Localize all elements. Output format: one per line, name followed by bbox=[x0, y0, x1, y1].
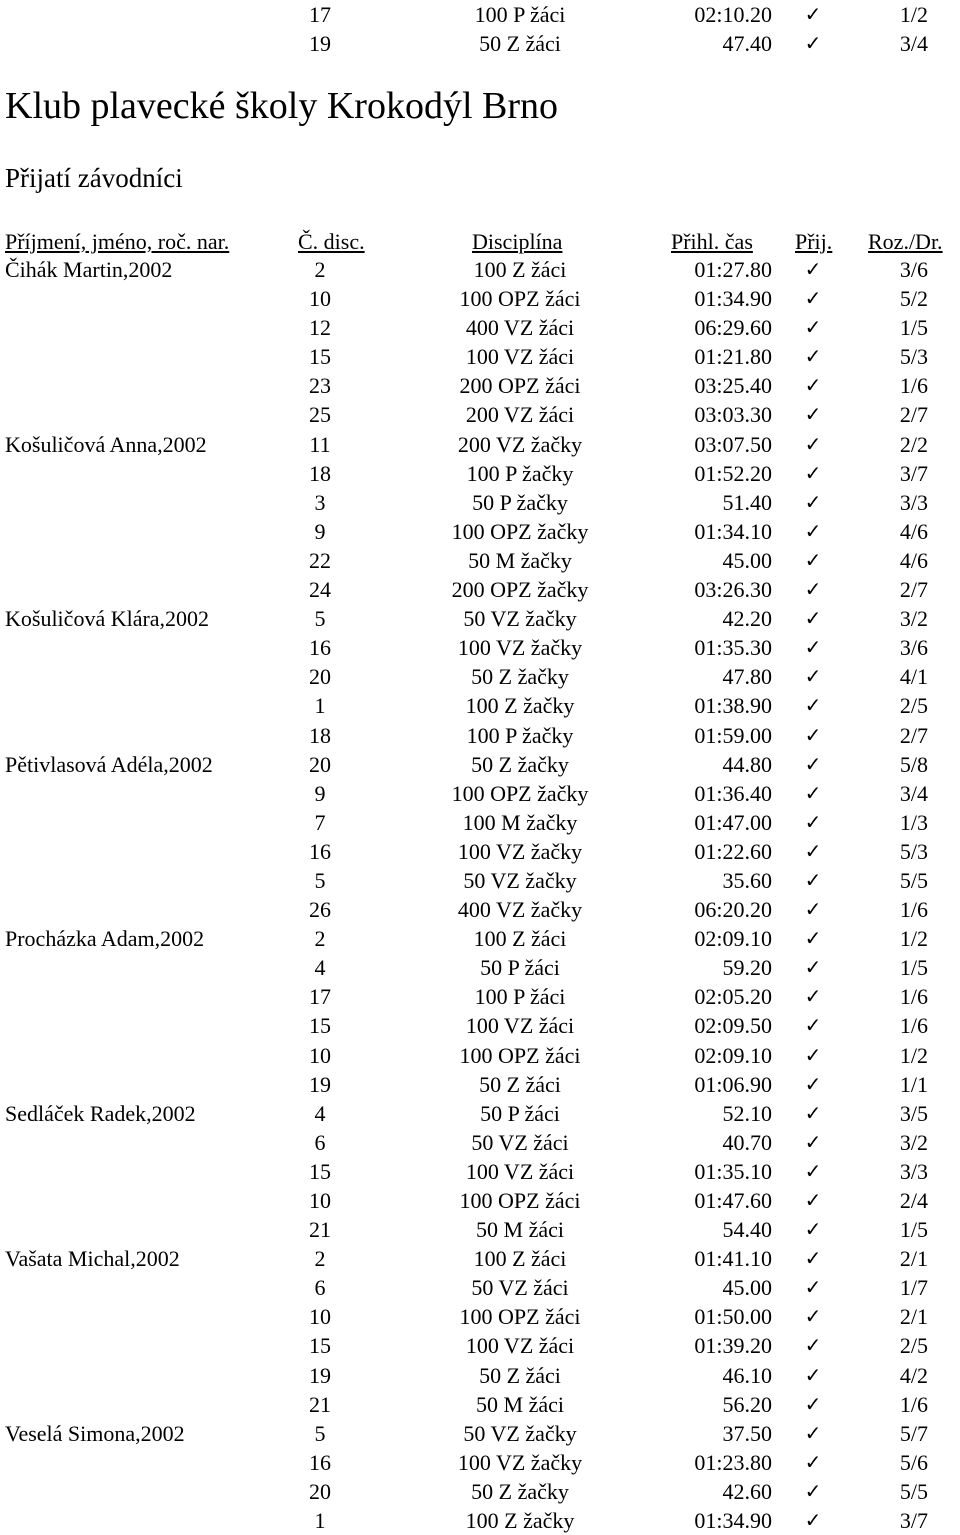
check-icon: ✓ bbox=[804, 1362, 822, 1387]
section-title: Přijatí závodníci bbox=[5, 163, 183, 193]
cell-heat-lane: 4/1 bbox=[899, 664, 928, 690]
check-icon: ✓ bbox=[804, 402, 822, 427]
cell-heat-lane: 1/7 bbox=[899, 1275, 928, 1301]
table-row bbox=[0, 342, 960, 371]
cell-heat-lane: 3/3 bbox=[899, 489, 928, 515]
table-row bbox=[0, 982, 960, 1011]
cell-heat-lane: 5/2 bbox=[899, 286, 928, 312]
header-accepted: Přij. bbox=[795, 229, 833, 254]
cell-entry-time: 03:26.30 bbox=[694, 577, 772, 603]
cell-heat-lane: 3/4 bbox=[899, 31, 928, 57]
table-row bbox=[0, 1302, 960, 1331]
cell-disc-number: 2 bbox=[314, 257, 326, 282]
cell-heat-lane: 5/5 bbox=[899, 1478, 928, 1504]
cell-discipline: 100 M žačky bbox=[462, 809, 578, 835]
cell-discipline: 50 VZ žačky bbox=[463, 606, 577, 632]
cell-heat-lane: 2/5 bbox=[899, 1333, 928, 1359]
cell-entry-time: 01:47.60 bbox=[694, 1188, 772, 1213]
cell-name: Vašata Michal,2002 bbox=[5, 1246, 180, 1272]
cell-discipline: 200 VZ žáci bbox=[465, 402, 575, 428]
cell-heat-lane: 3/4 bbox=[899, 780, 928, 806]
cell-discipline: 50 M žáci bbox=[476, 1391, 564, 1417]
club-title: Klub plavecké školy Krokodýl Brno bbox=[5, 85, 559, 127]
check-icon: ✓ bbox=[804, 1478, 822, 1503]
cell-heat-lane: 1/5 bbox=[899, 1217, 928, 1243]
cell-entry-time: 59.20 bbox=[722, 955, 772, 981]
cell-heat-lane: 5/7 bbox=[899, 1420, 928, 1446]
cell-entry-time: 01:52.20 bbox=[694, 460, 772, 486]
cell-disc-number: 6 bbox=[314, 1129, 326, 1155]
check-icon: ✓ bbox=[804, 286, 822, 311]
cell-discipline: 50 Z žačky bbox=[471, 751, 569, 777]
check-icon: ✓ bbox=[804, 460, 822, 485]
cell-discipline: 400 VZ žáci bbox=[465, 315, 575, 341]
table-row bbox=[0, 953, 960, 982]
table-row bbox=[0, 808, 960, 837]
cell-entry-time: 01:34.90 bbox=[694, 1508, 772, 1534]
cell-discipline: 100 Z žačky bbox=[465, 693, 575, 719]
cell-discipline: 50 VZ žačky bbox=[463, 1420, 577, 1446]
check-icon: ✓ bbox=[804, 1042, 822, 1067]
cell-entry-time: 01:23.80 bbox=[694, 1449, 772, 1475]
cell-disc-number: 19 bbox=[309, 1362, 331, 1388]
check-icon: ✓ bbox=[804, 1100, 822, 1125]
cell-entry-time: 52.10 bbox=[722, 1100, 772, 1126]
cell-entry-time: 01:21.80 bbox=[694, 344, 772, 370]
check-icon: ✓ bbox=[804, 1013, 822, 1038]
table-row bbox=[0, 1506, 960, 1535]
table-row bbox=[0, 371, 960, 400]
cell-disc-number: 2 bbox=[314, 1246, 326, 1272]
cell-discipline: 100 OPZ žáci bbox=[459, 286, 581, 312]
cell-disc-number: 22 bbox=[309, 547, 331, 573]
cell-disc-number: 12 bbox=[309, 315, 331, 341]
cell-disc-number: 2 bbox=[314, 926, 326, 952]
cell-disc-number: 9 bbox=[314, 518, 326, 544]
check-icon: ✓ bbox=[804, 1333, 822, 1358]
table-row bbox=[0, 517, 960, 546]
table-row bbox=[0, 0, 960, 29]
cell-heat-lane: 4/6 bbox=[899, 518, 928, 544]
cell-entry-time: 01:47.00 bbox=[694, 809, 772, 835]
cell-heat-lane: 3/2 bbox=[899, 606, 928, 632]
cell-discipline: 100 P žačky bbox=[466, 460, 574, 486]
table-row bbox=[0, 1448, 960, 1477]
cell-discipline: 50 Z žáci bbox=[479, 31, 561, 57]
cell-disc-number: 4 bbox=[314, 955, 326, 981]
check-icon: ✓ bbox=[804, 315, 822, 340]
cell-discipline: 50 Z žáci bbox=[479, 1362, 561, 1388]
table-row bbox=[0, 866, 960, 895]
cell-discipline: 100 VZ žáci bbox=[465, 1333, 575, 1359]
check-icon: ✓ bbox=[804, 693, 822, 718]
cell-name: Sedláček Radek,2002 bbox=[5, 1100, 196, 1126]
cell-heat-lane: 3/7 bbox=[899, 1508, 928, 1534]
cell-disc-number: 10 bbox=[309, 1188, 331, 1213]
check-icon: ✓ bbox=[804, 984, 822, 1009]
cell-entry-time: 01:39.20 bbox=[694, 1333, 772, 1359]
cell-entry-time: 37.50 bbox=[722, 1420, 772, 1446]
cell-disc-number: 10 bbox=[309, 286, 331, 312]
table-row bbox=[0, 546, 960, 575]
cell-disc-number: 6 bbox=[314, 1275, 326, 1301]
cell-entry-time: 45.00 bbox=[722, 1275, 772, 1301]
check-icon: ✓ bbox=[804, 606, 822, 631]
cell-discipline: 100 Z žáci bbox=[473, 926, 567, 952]
cell-entry-time: 46.10 bbox=[722, 1362, 772, 1388]
cell-heat-lane: 4/2 bbox=[899, 1362, 928, 1388]
cell-disc-number: 9 bbox=[314, 780, 326, 806]
check-icon: ✓ bbox=[804, 955, 822, 980]
cell-disc-number: 10 bbox=[309, 1042, 331, 1068]
cell-disc-number: 16 bbox=[309, 1449, 331, 1475]
cell-heat-lane: 1/3 bbox=[899, 809, 928, 835]
cell-name: Procházka Adam,2002 bbox=[5, 926, 205, 952]
check-icon: ✓ bbox=[804, 1449, 822, 1474]
cell-disc-number: 20 bbox=[309, 664, 331, 690]
cell-discipline: 50 VZ žačky bbox=[463, 867, 577, 893]
cell-entry-time: 01:06.90 bbox=[694, 1071, 772, 1097]
cell-disc-number: 5 bbox=[314, 606, 326, 632]
cell-disc-number: 19 bbox=[309, 31, 331, 57]
cell-heat-lane: 2/7 bbox=[899, 402, 928, 428]
cell-heat-lane: 2/2 bbox=[899, 431, 928, 457]
cell-heat-lane: 2/1 bbox=[899, 1304, 928, 1330]
cell-heat-lane: 1/5 bbox=[899, 315, 928, 341]
cell-name: Košuličová Klára,2002 bbox=[5, 606, 210, 632]
cell-discipline: 100 VZ žáci bbox=[465, 344, 575, 370]
cell-entry-time: 02:09.10 bbox=[694, 1042, 772, 1068]
cell-entry-time: 02:10.20 bbox=[694, 2, 772, 27]
table-row bbox=[0, 721, 960, 750]
table-row bbox=[0, 284, 960, 313]
cell-discipline: 100 P žačky bbox=[466, 722, 574, 748]
cell-disc-number: 15 bbox=[309, 344, 331, 370]
cell-disc-number: 26 bbox=[309, 897, 331, 923]
cell-heat-lane: 2/7 bbox=[899, 722, 928, 748]
table-row bbox=[0, 1273, 960, 1302]
cell-entry-time: 35.60 bbox=[722, 867, 772, 893]
cell-heat-lane: 1/6 bbox=[899, 1013, 928, 1039]
cell-heat-lane: 3/3 bbox=[899, 1158, 928, 1184]
cell-disc-number: 24 bbox=[309, 577, 331, 603]
cell-entry-time: 03:03.30 bbox=[694, 402, 772, 428]
check-icon: ✓ bbox=[804, 547, 822, 572]
cell-heat-lane: 1/6 bbox=[899, 373, 928, 399]
cell-disc-number: 15 bbox=[309, 1333, 331, 1359]
check-icon: ✓ bbox=[804, 722, 822, 747]
check-icon: ✓ bbox=[804, 926, 822, 951]
cell-heat-lane: 1/6 bbox=[899, 897, 928, 923]
table-row bbox=[0, 1331, 960, 1360]
table-row bbox=[0, 924, 960, 953]
cell-name: Pětivlasová Adéla,2002 bbox=[5, 751, 213, 777]
cell-disc-number: 21 bbox=[309, 1391, 331, 1417]
cell-entry-time: 54.40 bbox=[722, 1217, 772, 1243]
check-icon: ✓ bbox=[804, 635, 822, 660]
check-icon: ✓ bbox=[804, 1275, 822, 1300]
cell-disc-number: 4 bbox=[314, 1100, 326, 1126]
cell-heat-lane: 5/5 bbox=[899, 867, 928, 893]
check-icon: ✓ bbox=[804, 31, 822, 56]
cell-disc-number: 20 bbox=[309, 751, 331, 777]
cell-heat-lane: 1/5 bbox=[899, 955, 928, 981]
cell-disc-number: 21 bbox=[309, 1217, 331, 1243]
table-row bbox=[0, 400, 960, 429]
cell-discipline: 50 P žáci bbox=[480, 955, 560, 981]
cell-disc-number: 17 bbox=[309, 2, 331, 27]
cell-entry-time: 01:41.10 bbox=[694, 1246, 772, 1272]
cell-entry-time: 02:05.20 bbox=[694, 984, 772, 1010]
cell-entry-time: 01:36.40 bbox=[694, 780, 772, 806]
check-icon: ✓ bbox=[804, 1391, 822, 1416]
cell-disc-number: 18 bbox=[309, 460, 331, 486]
cell-disc-number: 10 bbox=[309, 1304, 331, 1330]
cell-entry-time: 01:59.00 bbox=[694, 722, 772, 748]
cell-heat-lane: 2/4 bbox=[899, 1188, 928, 1213]
cell-heat-lane: 2/7 bbox=[899, 577, 928, 603]
table-row bbox=[0, 1390, 960, 1419]
check-icon: ✓ bbox=[804, 897, 822, 922]
cell-discipline: 200 VZ žačky bbox=[457, 431, 583, 457]
check-icon: ✓ bbox=[804, 489, 822, 514]
cell-discipline: 100 Z žačky bbox=[465, 1508, 575, 1534]
cell-discipline: 50 P žačky bbox=[472, 489, 568, 515]
table-row bbox=[0, 313, 960, 342]
table-row bbox=[0, 459, 960, 488]
cell-name: Čihák Martin,2002 bbox=[5, 257, 173, 282]
table-row bbox=[0, 662, 960, 691]
table-row bbox=[0, 633, 960, 662]
cell-entry-time: 06:29.60 bbox=[694, 315, 772, 341]
cell-disc-number: 20 bbox=[309, 1478, 331, 1504]
cell-entry-time: 45.00 bbox=[722, 547, 772, 573]
cell-discipline: 50 Z žačky bbox=[471, 664, 569, 690]
cell-disc-number: 15 bbox=[309, 1013, 331, 1039]
table-row bbox=[0, 837, 960, 866]
check-icon: ✓ bbox=[804, 1129, 822, 1154]
cell-entry-time: 01:35.10 bbox=[694, 1158, 772, 1184]
cell-entry-time: 56.20 bbox=[722, 1391, 772, 1417]
check-icon: ✓ bbox=[804, 373, 822, 398]
table-row bbox=[0, 1157, 960, 1186]
cell-entry-time: 02:09.50 bbox=[694, 1013, 772, 1039]
cell-disc-number: 1 bbox=[314, 1508, 326, 1534]
cell-entry-time: 42.60 bbox=[722, 1478, 772, 1504]
cell-discipline: 50 VZ žáci bbox=[471, 1129, 569, 1155]
cell-discipline: 100 Z žáci bbox=[473, 257, 567, 282]
table-row bbox=[0, 1477, 960, 1506]
cell-entry-time: 40.70 bbox=[722, 1129, 772, 1155]
check-icon: ✓ bbox=[804, 577, 822, 602]
cell-disc-number: 15 bbox=[309, 1158, 331, 1184]
header-disc-number: Č. disc. bbox=[298, 229, 365, 254]
check-icon: ✓ bbox=[804, 1508, 822, 1533]
cell-discipline: 100 Z žáci bbox=[473, 1246, 567, 1272]
check-icon: ✓ bbox=[804, 751, 822, 776]
check-icon: ✓ bbox=[804, 1246, 822, 1271]
cell-discipline: 100 OPZ žačky bbox=[451, 780, 589, 806]
table-row bbox=[0, 895, 960, 924]
cell-heat-lane: 1/1 bbox=[899, 1071, 928, 1097]
cell-discipline: 50 P žáci bbox=[480, 1100, 560, 1126]
cell-entry-time: 42.20 bbox=[722, 606, 772, 632]
cell-discipline: 50 M žáci bbox=[476, 1217, 564, 1243]
cell-heat-lane: 3/7 bbox=[899, 460, 928, 486]
cell-entry-time: 03:25.40 bbox=[694, 373, 772, 399]
table-row bbox=[0, 750, 960, 779]
check-icon: ✓ bbox=[804, 1158, 822, 1183]
cell-discipline: 100 OPZ žačky bbox=[451, 518, 589, 544]
table-row bbox=[0, 1361, 960, 1390]
header-discipline: Disciplína bbox=[472, 229, 563, 254]
cell-heat-lane: 1/2 bbox=[899, 926, 928, 952]
table-row bbox=[0, 1186, 960, 1215]
check-icon: ✓ bbox=[804, 867, 822, 892]
cell-disc-number: 16 bbox=[309, 635, 331, 661]
cell-discipline: 50 M žačky bbox=[468, 547, 572, 573]
cell-disc-number: 5 bbox=[314, 867, 326, 893]
check-icon: ✓ bbox=[804, 518, 822, 543]
cell-discipline: 100 OPZ žáci bbox=[459, 1304, 581, 1330]
check-icon: ✓ bbox=[804, 809, 822, 834]
table-row bbox=[0, 430, 960, 459]
table-row bbox=[0, 1244, 960, 1273]
cell-entry-time: 01:22.60 bbox=[694, 838, 772, 864]
cell-entry-time: 01:50.00 bbox=[694, 1304, 772, 1330]
cell-heat-lane: 5/3 bbox=[899, 838, 928, 864]
cell-discipline: 100 P žáci bbox=[474, 2, 566, 27]
cell-heat-lane: 3/6 bbox=[899, 635, 928, 661]
cell-discipline: 100 VZ žačky bbox=[457, 838, 583, 864]
check-icon: ✓ bbox=[804, 1217, 822, 1242]
table-row bbox=[0, 1070, 960, 1099]
table-header bbox=[0, 227, 960, 257]
cell-disc-number: 18 bbox=[309, 722, 331, 748]
cell-entry-time: 06:20.20 bbox=[694, 897, 772, 923]
carryover-rows bbox=[0, 0, 960, 58]
cell-entry-time: 01:38.90 bbox=[694, 693, 772, 719]
cell-heat-lane: 3/2 bbox=[899, 1129, 928, 1155]
cell-name: Veselá Simona,2002 bbox=[5, 1420, 185, 1446]
cell-disc-number: 17 bbox=[309, 984, 331, 1010]
table-row bbox=[0, 1099, 960, 1128]
cell-entry-time: 02:09.10 bbox=[694, 926, 772, 952]
cell-disc-number: 1 bbox=[314, 693, 326, 719]
cell-discipline: 100 VZ žačky bbox=[457, 635, 583, 661]
cell-disc-number: 25 bbox=[309, 402, 331, 428]
check-icon: ✓ bbox=[804, 257, 822, 281]
cell-entry-time: 51.40 bbox=[722, 489, 772, 515]
entries-table bbox=[0, 255, 960, 1535]
cell-discipline: 400 VZ žačky bbox=[457, 897, 583, 923]
check-icon: ✓ bbox=[804, 2, 822, 26]
table-row bbox=[0, 575, 960, 604]
table-row bbox=[0, 1041, 960, 1070]
header-entry-time: Přihl. čas bbox=[671, 229, 753, 254]
cell-disc-number: 11 bbox=[309, 431, 331, 457]
table-row bbox=[0, 691, 960, 720]
check-icon: ✓ bbox=[804, 1071, 822, 1096]
cell-discipline: 100 OPZ žáci bbox=[459, 1188, 581, 1213]
table-row bbox=[0, 255, 960, 284]
cell-heat-lane: 3/6 bbox=[899, 257, 928, 282]
header-name: Příjmení, jméno, roč. nar. bbox=[5, 229, 230, 254]
table-row bbox=[0, 1215, 960, 1244]
cell-entry-time: 01:34.10 bbox=[694, 518, 772, 544]
cell-entry-time: 03:07.50 bbox=[694, 431, 772, 457]
check-icon: ✓ bbox=[804, 780, 822, 805]
cell-heat-lane: 5/6 bbox=[899, 1449, 928, 1475]
cell-discipline: 100 VZ žačky bbox=[457, 1449, 583, 1475]
cell-discipline: 50 Z žáci bbox=[479, 1071, 561, 1097]
cell-entry-time: 47.40 bbox=[722, 31, 772, 57]
cell-entry-time: 47.80 bbox=[722, 664, 772, 690]
cell-discipline: 200 OPZ žáci bbox=[459, 373, 581, 399]
cell-discipline: 100 VZ žáci bbox=[465, 1158, 575, 1184]
cell-entry-time: 01:34.90 bbox=[694, 286, 772, 312]
table-row bbox=[0, 29, 960, 58]
cell-heat-lane: 5/8 bbox=[899, 751, 928, 777]
cell-heat-lane: 1/6 bbox=[899, 1391, 928, 1417]
cell-heat-lane: 2/5 bbox=[899, 693, 928, 719]
check-icon: ✓ bbox=[804, 838, 822, 863]
cell-disc-number: 7 bbox=[314, 809, 326, 835]
check-icon: ✓ bbox=[804, 664, 822, 689]
cell-discipline: 100 P žáci bbox=[474, 984, 566, 1010]
cell-name: Košuličová Anna,2002 bbox=[5, 431, 207, 457]
cell-disc-number: 19 bbox=[309, 1071, 331, 1097]
table-row bbox=[0, 1011, 960, 1040]
check-icon: ✓ bbox=[804, 1420, 822, 1445]
cell-discipline: 100 OPZ žáci bbox=[459, 1042, 581, 1068]
header-heat-lane: Roz./Dr. bbox=[868, 229, 943, 254]
cell-disc-number: 3 bbox=[314, 489, 326, 515]
cell-disc-number: 5 bbox=[314, 1420, 326, 1446]
cell-heat-lane: 1/6 bbox=[899, 984, 928, 1010]
cell-discipline: 50 VZ žáci bbox=[471, 1275, 569, 1301]
check-icon: ✓ bbox=[804, 1304, 822, 1329]
cell-heat-lane: 5/3 bbox=[899, 344, 928, 370]
cell-entry-time: 44.80 bbox=[722, 751, 772, 777]
table-row bbox=[0, 488, 960, 517]
check-icon: ✓ bbox=[804, 344, 822, 369]
cell-disc-number: 23 bbox=[309, 373, 331, 399]
cell-entry-time: 01:35.30 bbox=[694, 635, 772, 661]
cell-heat-lane: 2/1 bbox=[899, 1246, 928, 1272]
cell-entry-time: 01:27.80 bbox=[694, 257, 772, 282]
cell-heat-lane: 1/2 bbox=[899, 2, 928, 27]
table-row bbox=[0, 779, 960, 808]
cell-heat-lane: 1/2 bbox=[899, 1042, 928, 1068]
cell-disc-number: 16 bbox=[309, 838, 331, 864]
cell-heat-lane: 4/6 bbox=[899, 547, 928, 573]
table-row bbox=[0, 1419, 960, 1448]
check-icon: ✓ bbox=[804, 431, 822, 456]
cell-discipline: 50 Z žačky bbox=[471, 1478, 569, 1504]
cell-discipline: 100 VZ žáci bbox=[465, 1013, 575, 1039]
cell-discipline: 200 OPZ žačky bbox=[451, 577, 589, 603]
check-icon: ✓ bbox=[804, 1188, 822, 1212]
table-row bbox=[0, 604, 960, 633]
cell-heat-lane: 3/5 bbox=[899, 1100, 928, 1126]
table-row bbox=[0, 1128, 960, 1157]
